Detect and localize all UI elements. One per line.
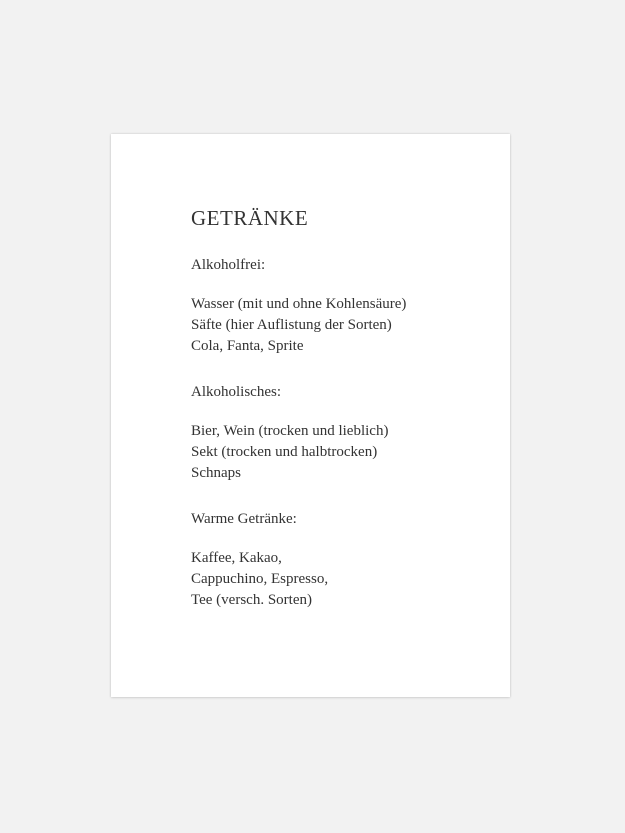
- section-warme-getraenke: [191, 509, 490, 611]
- section-alkoholisches: [191, 382, 490, 484]
- list-item: Säfte (hier Auflistung der Sorten): [191, 317, 392, 333]
- section-heading: Alkoholisches:: [191, 384, 281, 400]
- list-item: Bier, Wein (trocken und lieblich): [191, 423, 389, 439]
- section-heading: Alkoholfrei:: [191, 257, 266, 273]
- list-item: Wasser (mit und ohne Kohlensäure): [191, 296, 407, 312]
- card-content: [191, 206, 490, 611]
- list-item: Sekt (trocken und halbtrocken): [191, 444, 378, 460]
- list-item: Kaffee, Kakao,: [191, 550, 282, 566]
- section-alkoholfrei: [191, 255, 490, 357]
- menu-card: [111, 134, 510, 697]
- drinks-list: [191, 548, 490, 611]
- drinks-list: [191, 294, 490, 357]
- list-item: Cola, Fanta, Sprite: [191, 338, 304, 354]
- page-title: GETRÄNKE: [191, 206, 309, 230]
- drinks-list: [191, 421, 490, 484]
- section-heading: Warme Getränke:: [191, 511, 297, 527]
- list-item: Schnaps: [191, 465, 241, 481]
- list-item: Tee (versch. Sorten): [191, 592, 312, 608]
- list-item: Cappuchino, Espresso,: [191, 571, 329, 587]
